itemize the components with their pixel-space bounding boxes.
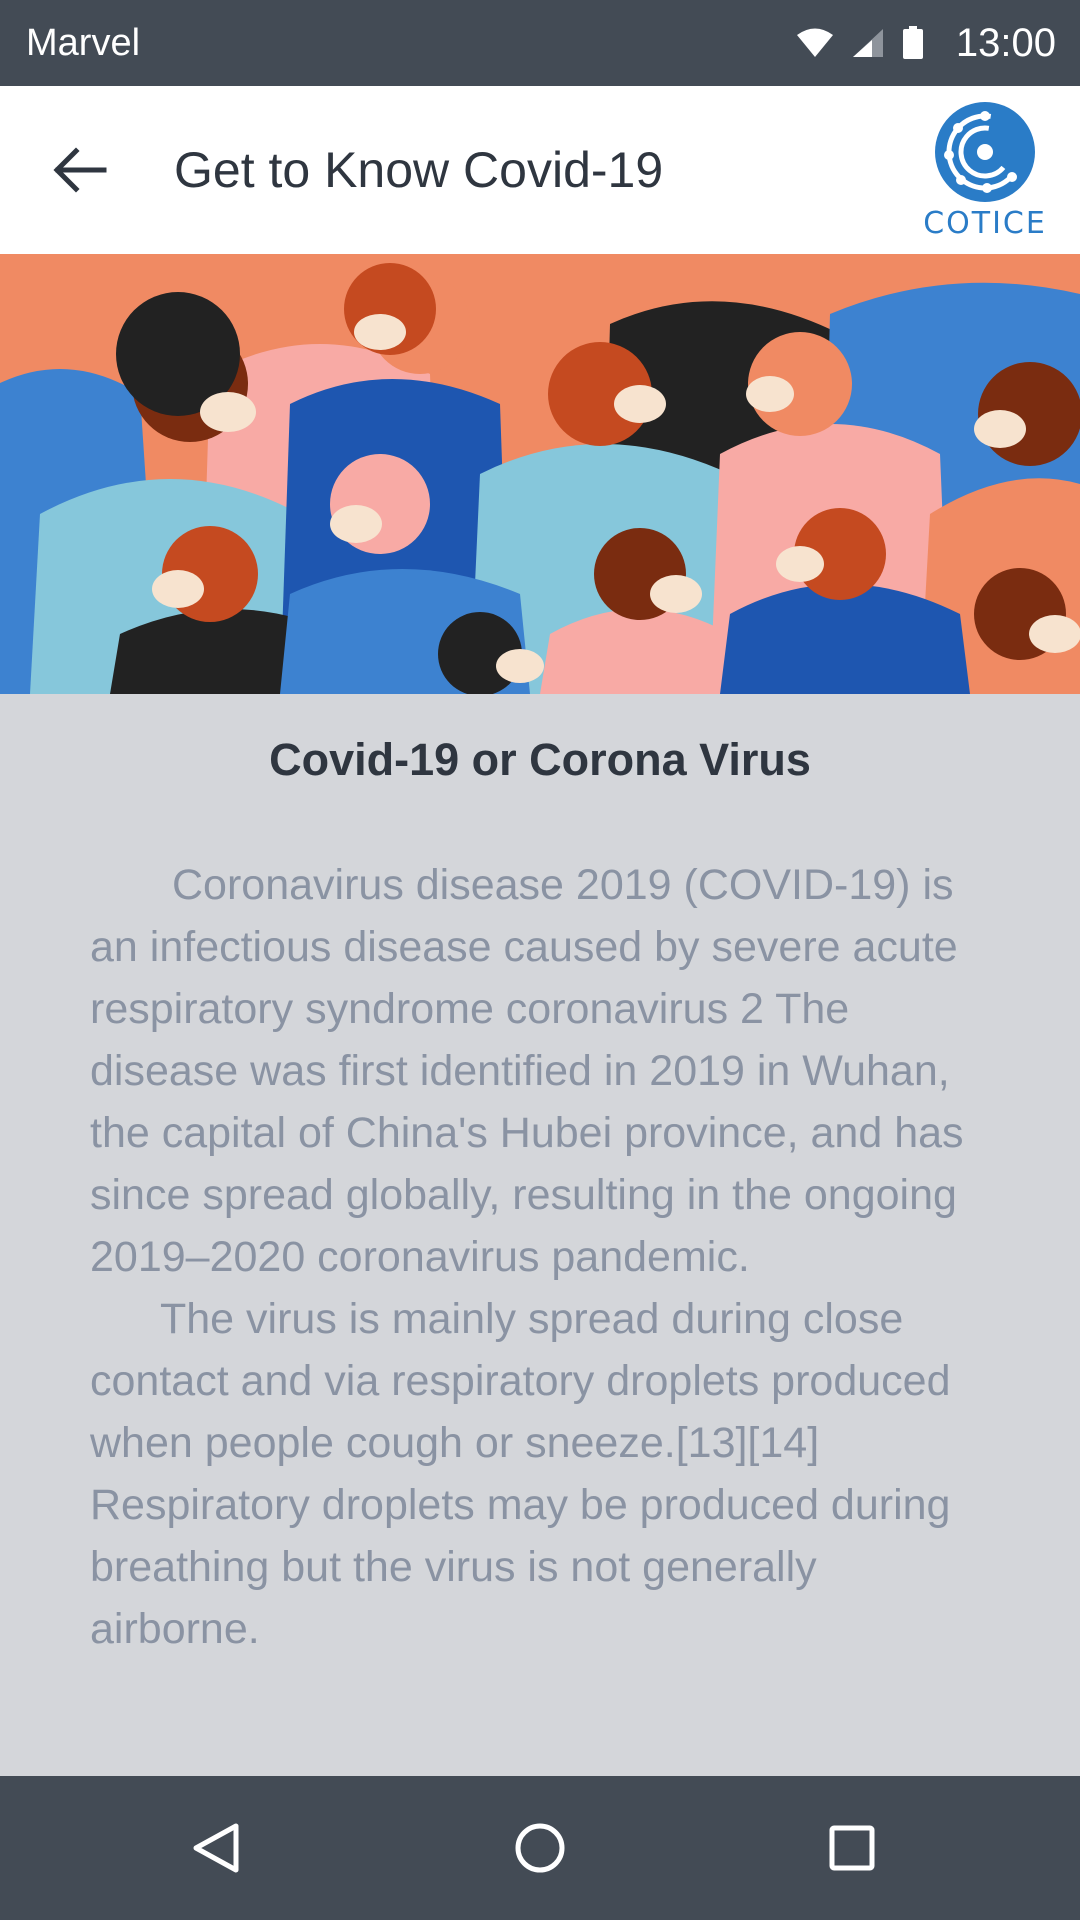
- status-icons: [796, 21, 1056, 66]
- article-body: [90, 854, 990, 1660]
- hero-image: [0, 254, 1080, 694]
- arrow-left-icon: [52, 146, 108, 194]
- nav-home-button[interactable]: [490, 1798, 590, 1898]
- page-title: Get to Know Covid-19: [174, 142, 664, 198]
- article-title: Covid-19 or Corona Virus: [269, 734, 811, 785]
- app-logo: [923, 100, 1047, 244]
- system-nav-bar: [0, 1776, 1080, 1920]
- article-paragraph-1: Coronavirus disease 2019 (COVID-19) is an infectious disease caused by severe acute respiratory syndrome coronavirus 2 The disease was first identified in 2019 in Wuhan, the capital of China's Hubei province, and has since spread globally, resulting in the ongoing 2019–2020 coronavirus pandemic.: [90, 861, 964, 1281]
- battery-icon: [902, 26, 924, 60]
- nav-back-button[interactable]: [166, 1798, 266, 1898]
- nav-recents-icon: [824, 1820, 880, 1876]
- article-content: [0, 694, 1080, 1776]
- status-bar: [0, 0, 1080, 86]
- wifi-icon: [796, 28, 834, 58]
- clock: 13:00: [955, 20, 1056, 65]
- signal-icon: [852, 28, 884, 58]
- article-paragraph-2: The virus is mainly spread during close contact and via respiratory droplets produced when people cough or sneeze.[13][14] Respiratory droplets may be produced during breathing but the virus is not generally airborne.: [90, 1295, 951, 1653]
- nav-recents-button[interactable]: [802, 1798, 902, 1898]
- nav-back-icon: [188, 1820, 244, 1876]
- carrier-name: Marvel: [26, 21, 141, 64]
- cotice-logo-icon: [933, 100, 1037, 204]
- app-bar: [0, 86, 1080, 254]
- logo-text: COTICE: [923, 206, 1047, 241]
- nav-home-icon: [512, 1820, 568, 1876]
- masked-crowd-illustration: [0, 254, 1080, 694]
- back-button[interactable]: [36, 126, 124, 214]
